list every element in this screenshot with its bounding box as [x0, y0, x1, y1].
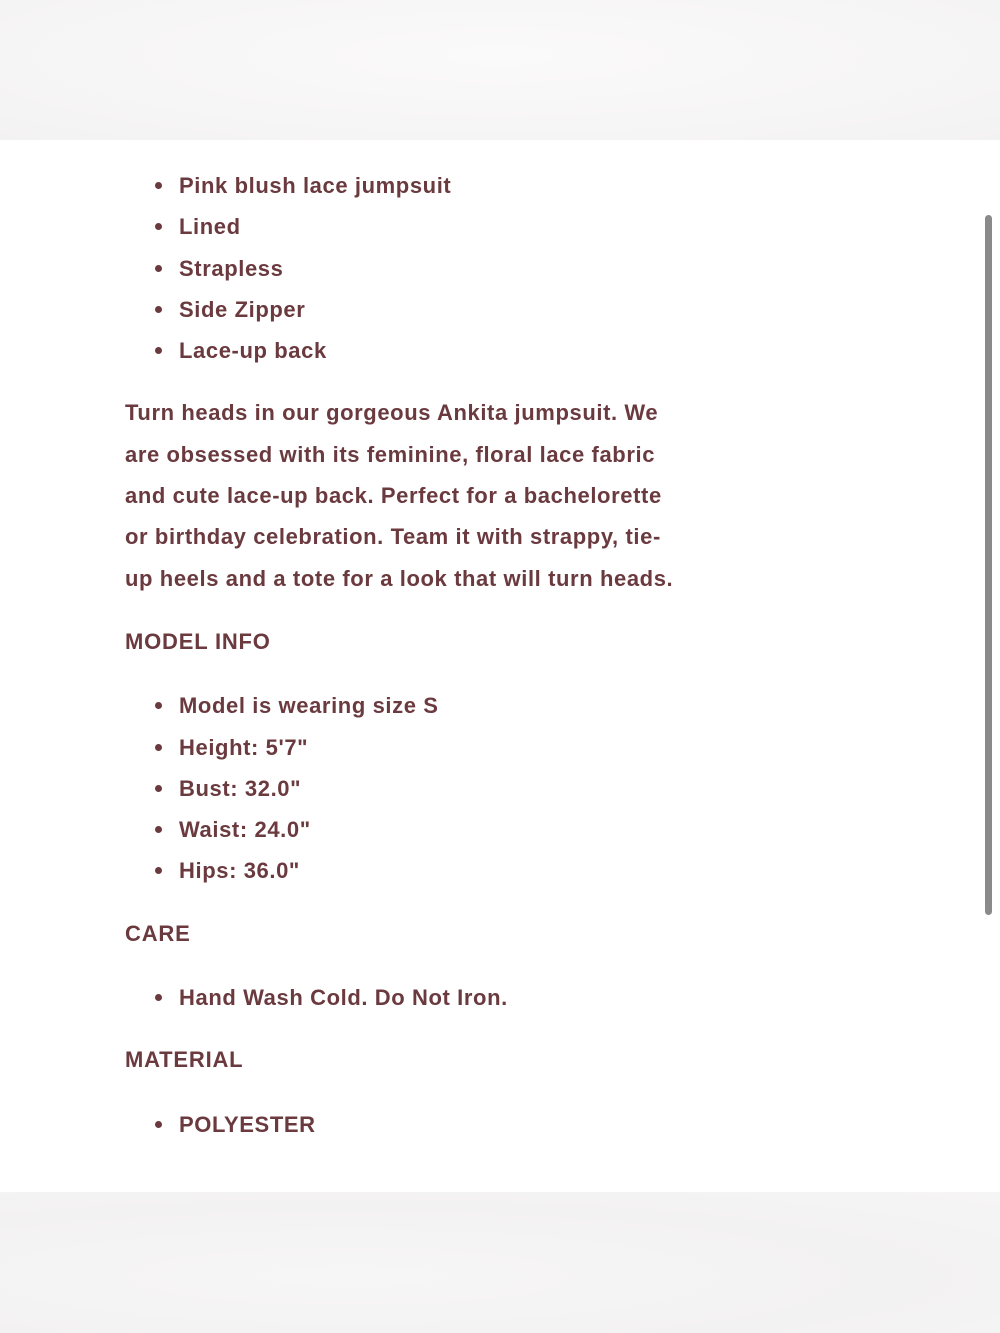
model-info-item: Waist: 24.0" — [179, 808, 685, 849]
feature-item: Pink blush lace jumpsuit — [179, 164, 685, 205]
feature-list — [125, 164, 685, 370]
feature-item: Lace-up back — [179, 329, 685, 370]
care-item: Hand Wash Cold. Do Not Iron. — [179, 976, 685, 1017]
product-description: Turn heads in our gorgeous Ankita jumpsuit. We are obsessed with its feminine, floral lace fabric and cute lace-up back. Perfect for a bachelorette or birthday celebration. Team it with strappy, tie-up heels and a tote for a look that will turn heads. — [125, 400, 674, 591]
care-heading: CARE — [125, 920, 191, 946]
feature-item: Strapless — [179, 247, 685, 288]
model-info-heading: MODEL INFO — [125, 628, 271, 654]
product-details — [125, 164, 685, 1144]
bottom-backdrop — [0, 1192, 1000, 1333]
scrollbar-thumb[interactable] — [985, 215, 992, 915]
model-info-item: Bust: 32.0" — [179, 767, 685, 808]
care-list — [125, 976, 685, 1017]
feature-item: Side Zipper — [179, 288, 685, 329]
material-heading: MATERIAL — [125, 1047, 244, 1073]
vertical-scrollbar[interactable] — [985, 215, 992, 915]
model-info-item: Hips: 36.0" — [179, 849, 685, 890]
model-info-item: Height: 5'7" — [179, 726, 685, 767]
model-info-list — [125, 684, 685, 890]
material-item: POLYESTER — [179, 1103, 685, 1144]
feature-item: Lined — [179, 205, 685, 246]
top-backdrop — [0, 0, 1000, 140]
model-info-item: Model is wearing size S — [179, 684, 685, 725]
material-list — [125, 1103, 685, 1144]
